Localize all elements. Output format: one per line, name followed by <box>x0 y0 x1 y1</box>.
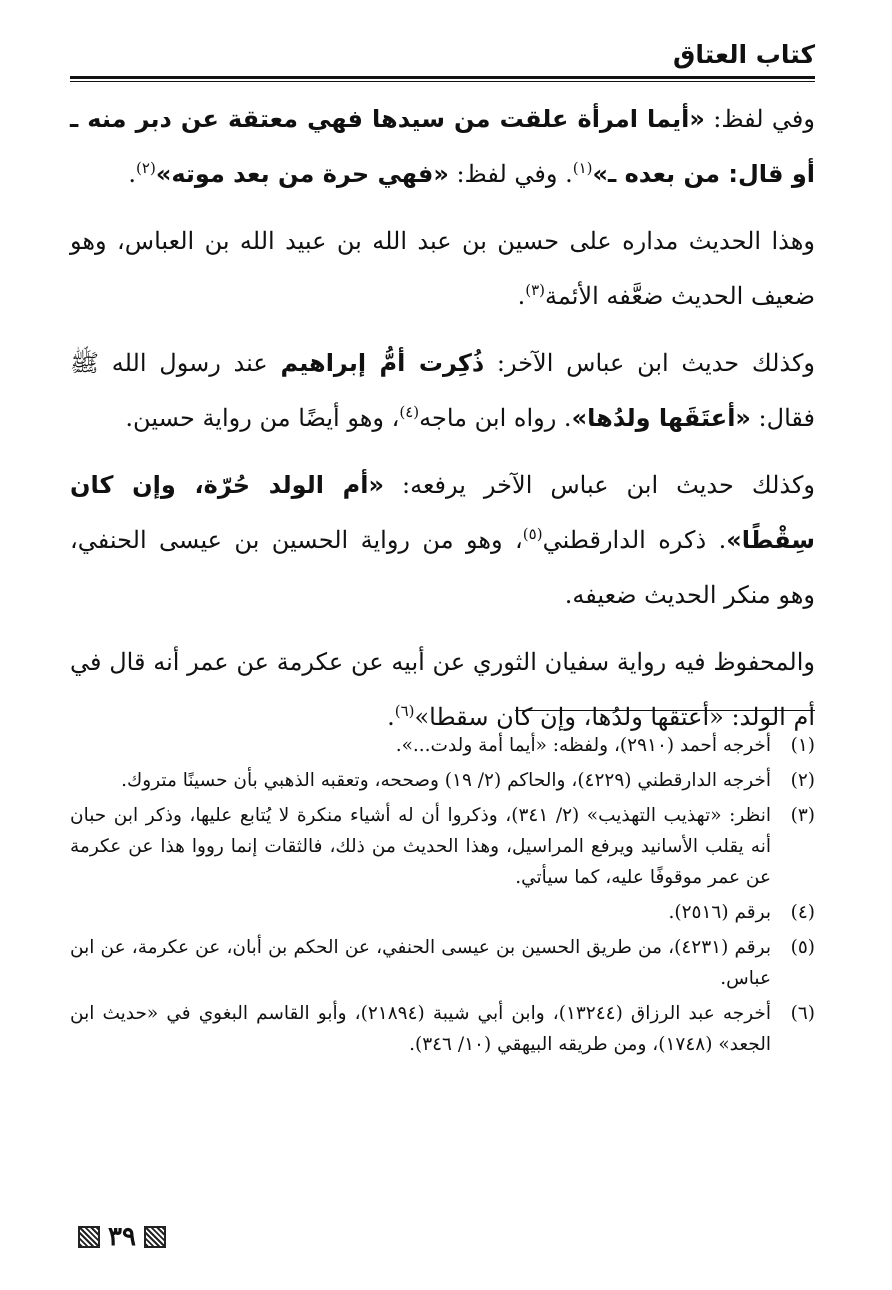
footnote-number: (٤) <box>790 902 815 923</box>
text-span: وكذلك حديث ابن عباس الآخر يرفعه: <box>384 471 815 499</box>
hadith-quote: «فهي حرة من بعد موته» <box>155 160 449 188</box>
text-span: وكذلك حديث ابن عباس الآخر: <box>484 349 815 377</box>
footnote-number: (١) <box>790 735 815 756</box>
hadith-quote: «أعتَقَها ولدُها» <box>571 404 751 432</box>
footnote-4 <box>70 897 815 928</box>
footnote-ref[interactable]: (٢) <box>136 159 156 177</box>
footnote-ref[interactable]: (٤) <box>399 403 420 421</box>
main-text <box>70 92 815 757</box>
text-span: . <box>517 282 526 310</box>
text-span: . ذكره الدارقطني <box>542 526 727 554</box>
running-header: كتاب العتاق <box>673 40 815 69</box>
footnote-ref[interactable]: (٥) <box>522 525 543 543</box>
footnotes <box>70 730 815 1064</box>
footnote-ref[interactable]: (٣) <box>525 281 545 299</box>
text-span: . رواه ابن ماجه <box>419 404 572 432</box>
header-rule <box>70 76 815 79</box>
hadith-quote: ذُكِرت أمُّ إبراهيم <box>280 349 485 377</box>
footnote-number: (٥) <box>790 937 815 958</box>
footnote-number: (٣) <box>790 805 815 826</box>
paragraph-1 <box>70 92 815 202</box>
footnote-separator <box>515 710 815 711</box>
text-span: وفي لفظ: <box>704 105 815 133</box>
text-span: . <box>387 703 395 731</box>
footnote-text: برقم (٤٢٣١)، من طريق الحسين بن عيسى الحنفي، عن الحكم بن أبان، عن عكرمة، عن ابن عباس. <box>70 937 771 989</box>
footnote-text: أخرجه الدارقطني (٤٢٢٩)، والحاكم (٢/ ١٩) وصححه، وتعقبه الذهبي بأن حسينًا متروك. <box>121 770 771 791</box>
text-span: عند رسول الله ﷺ فقال: <box>70 349 815 432</box>
footnote-number: (٢) <box>790 770 815 791</box>
footnote-ref[interactable]: (١) <box>572 159 593 177</box>
text-span: ، وهو من رواية الحسين بن عيسى الحنفي، وهو منكر الحديث ضعيفه. <box>70 526 815 609</box>
footnote-1 <box>70 730 815 761</box>
footnote-text: أخرجه عبد الرزاق (١٣٢٤٤)، وابن أبي شيبة (٢١٨٩٤)، وأبو القاسم البغوي في «حديث ابن الجعد» (١٧٤٨)، ومن طريقه البيهقي (١٠/ ٣٤٦). <box>70 1003 772 1055</box>
paragraph-3 <box>70 336 815 446</box>
footnote-number: (٦) <box>790 1003 815 1024</box>
text-span: . <box>128 160 137 188</box>
text-span: والمحفوظ فيه رواية سفيان الثوري عن أبيه عن عكرمة عن عمر أنه قال في أم الولد: «أعتقها ولدُها، وإن كان سقطا» <box>70 648 815 731</box>
text-span: ، وهو أيضًا من رواية حسين. <box>125 404 400 432</box>
paragraph-4 <box>70 458 815 623</box>
page-number-block <box>70 1222 174 1252</box>
ornament-icon <box>78 1226 100 1248</box>
text-span: وهذا الحديث مداره على حسين بن عبد الله بن عبيد الله بن العباس، وهو ضعيف الحديث ضعَّفه الأئمة <box>70 227 815 310</box>
paragraph-5 <box>70 635 815 745</box>
paragraph-2 <box>70 214 815 324</box>
footnote-text: انظر: «تهذيب التهذيب» (٢/ ٣٤١)، وذكروا أن له أشياء منكرة لا يُتابع عليها، وذكر ابن حبان أنه يقلب الأسانيد ويرفع المراسيل، وهذا الحديث من ذلك، فالثقات إنما رووا هذا عن عكرمة عن عمر موقوفًا عليه، كما سيأتي. <box>70 805 771 888</box>
footnote-5 <box>70 932 815 994</box>
footnote-text: أخرجه أحمد (٢٩١٠)، ولفظه: «أيما أمة ولدت...». <box>395 735 771 756</box>
ornament-icon <box>144 1226 166 1248</box>
footnote-2 <box>70 765 815 796</box>
header-rule-thin <box>70 81 815 82</box>
footnote-6 <box>70 998 815 1060</box>
book-page <box>70 30 815 1270</box>
footnote-ref[interactable]: (٦) <box>394 702 415 720</box>
footnote-3 <box>70 800 815 893</box>
footnote-text: برقم (٢٥١٦). <box>668 902 771 923</box>
hadith-quote: «أم الولد حُرّة، وإن كان سِقْطًا» <box>70 471 815 554</box>
text-span: . وفي لفظ: <box>448 160 573 188</box>
page-number: ٣٩ <box>108 1222 136 1252</box>
hadith-quote: «أيما امرأة علقت من سيدها فهي معتقة عن دبر منه ـ أو قال: من بعده ـ» <box>70 105 815 188</box>
